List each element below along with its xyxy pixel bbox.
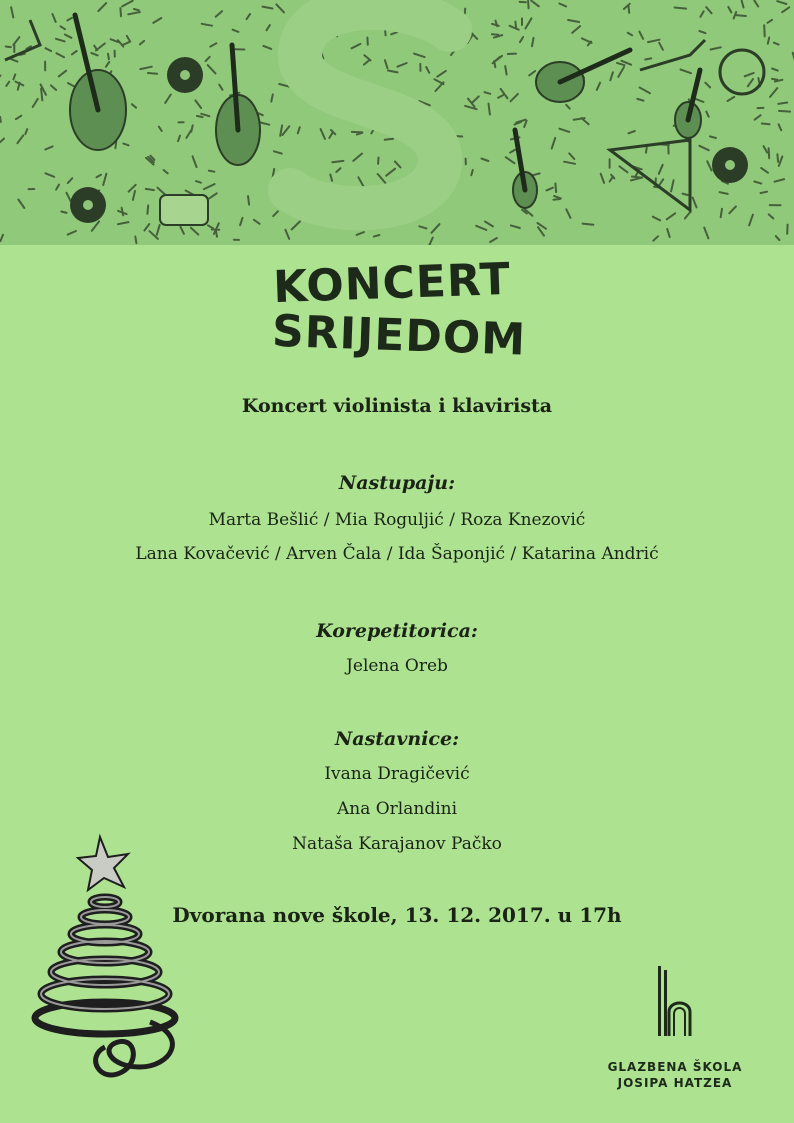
performers-heading: Nastupaju: (338, 472, 456, 494)
teacher-name: Ivana Dragičević (324, 764, 470, 784)
school-logo (600, 960, 750, 1100)
title-line-1: KONCERT (272, 253, 512, 314)
logo-line-1: GLAZBENA ŠKOLA (607, 1060, 743, 1074)
accompanist-heading: Korepetitorica: (316, 620, 478, 642)
instruments-banner-illustration (0, 0, 794, 245)
christmas-tree-icon (30, 832, 190, 1096)
title-line-2: SRIJEDOM (271, 305, 527, 366)
logo-line-2: JOSIPA HATZEA (617, 1076, 733, 1090)
instruments-banner (0, 0, 794, 245)
teacher-name: Nataša Karajanov Pačko (292, 834, 502, 854)
accompanist-name: Jelena Oreb (346, 656, 448, 676)
performers-line-1: Marta Bešlić / Mia Roguljić / Roza Knezović (208, 510, 586, 530)
concert-subtitle: Koncert violinista i klavirista (241, 395, 553, 417)
concert-title-logo (271, 253, 527, 368)
teacher-name: Ana Orlandini (336, 799, 458, 819)
school-logo-icon (600, 960, 750, 1045)
teachers-heading: Nastavnice: (334, 728, 460, 750)
venue-date-time: Dvorana nove škole, 13. 12. 2017. u 17h (172, 903, 622, 927)
performers-line-2: Lana Kovačević / Arven Čala / Ida Šaponjić / Katarina Andrić (135, 544, 659, 564)
